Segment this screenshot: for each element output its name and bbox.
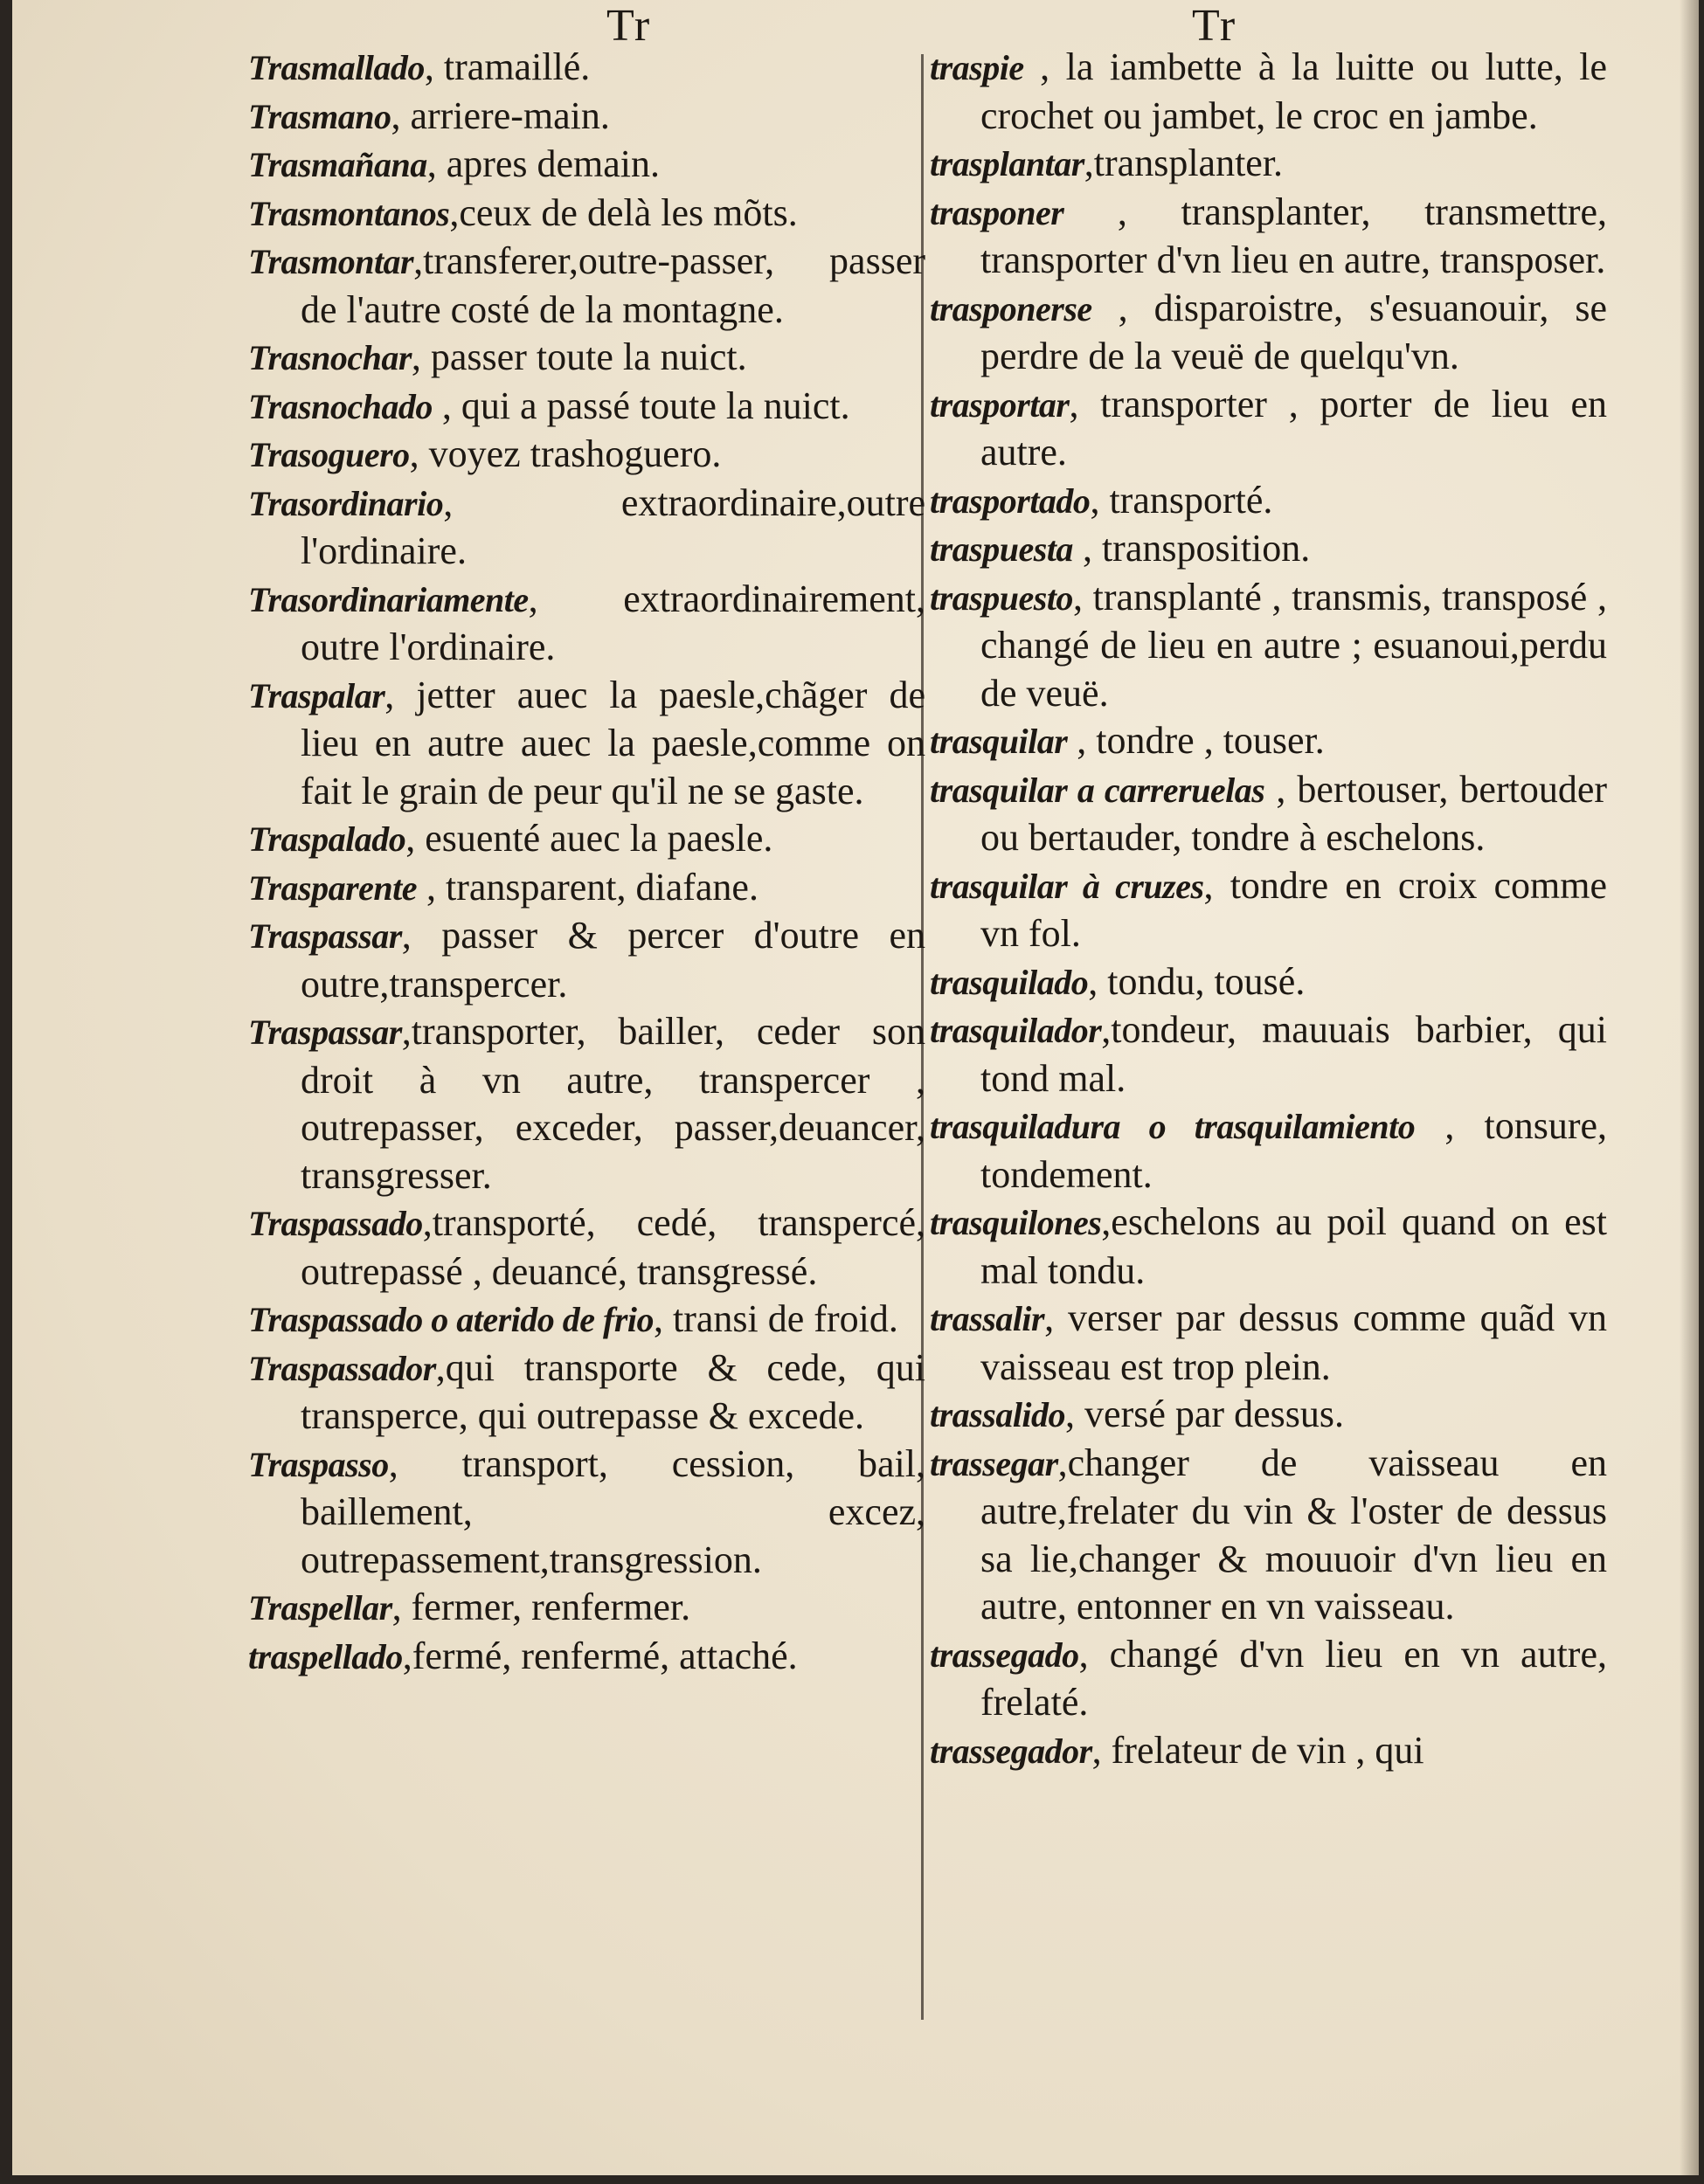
running-header-right: Tr [1192, 1, 1237, 51]
entry-definition: , arriere-main. [391, 93, 610, 137]
dictionary-entry [248, 1584, 925, 1633]
entry-definition: , apres demain. [426, 142, 661, 185]
entry-headword: traspuesto [930, 577, 1073, 618]
dictionary-entry [930, 766, 1607, 862]
page-edge-shadow [1680, 0, 1699, 2175]
entry-definition: , verser par dessus comme quãd vn vaisseau est trop plein. [980, 1296, 1607, 1388]
dictionary-entry [930, 140, 1607, 189]
entry-definition: , tondre , touser. [1067, 719, 1325, 762]
dictionary-page [12, 0, 1699, 2175]
entry-headword: Traspassador [248, 1348, 436, 1388]
entry-headword: Traspellar [248, 1588, 392, 1628]
entry-headword: trasquiladura o trasquilamiento [930, 1107, 1416, 1146]
entry-headword: trassalir [930, 1299, 1045, 1338]
dictionary-entry [248, 1441, 925, 1585]
dictionary-entry [248, 672, 925, 816]
entry-headword: trassegar [930, 1443, 1058, 1483]
entry-definition: , transi de froid. [654, 1297, 898, 1340]
entry-definition: , extraordinairement, outre l'ordinaire. [301, 577, 925, 668]
dictionary-entry [930, 1440, 1607, 1631]
dictionary-entry [248, 864, 925, 913]
entry-headword: Trasmontanos [248, 193, 450, 233]
dictionary-entry [930, 1295, 1607, 1391]
entry-definition: , transparent, diafane. [417, 865, 758, 909]
entry-definition: ,changer de vaisseau en autre,frelater du vin & l'oster de dessus sa lie,changer & mouuoir d'vn lieu en autre, entonner en vn vaisseau. [980, 1441, 1607, 1628]
dictionary-entry [248, 431, 925, 480]
right-column [930, 44, 1607, 1775]
dictionary-entry [930, 1006, 1607, 1102]
entry-definition: ,transporter, bailler, ceder son droit à vn autre, transpercer , outrepasser, exceder, passer,deuancer, transgresser. [301, 1010, 925, 1197]
entry-headword: Trasmano [248, 96, 391, 136]
entry-definition: , passer & percer d'outre en outre,transpercer. [301, 914, 925, 1006]
entry-definition: , tondre en croix comme vn fol. [980, 863, 1607, 955]
entry-headword: Traspalar [248, 675, 385, 715]
dictionary-entry [248, 1008, 925, 1199]
dictionary-entry [248, 93, 925, 142]
dictionary-entry [930, 1727, 1607, 1776]
entry-headword: Traspasso [248, 1444, 389, 1484]
entry-definition: , esuenté auec la paesle. [405, 817, 773, 860]
entry-definition: ,ceux de delà les mõts. [449, 190, 798, 234]
dictionary-entry [248, 1199, 925, 1296]
dictionary-entry [930, 477, 1607, 526]
dictionary-entry [930, 285, 1607, 381]
running-header-left: Tr [606, 1, 652, 51]
entry-headword: trasportado [930, 480, 1091, 521]
entry-headword: Trasordinario [248, 483, 444, 523]
entry-headword: Trasordinariamente [248, 579, 529, 619]
entry-definition: , bertouser, bertouder ou bertauder, tondre à eschelons. [980, 767, 1608, 859]
dictionary-entry [248, 44, 925, 93]
entry-definition: , transposition. [1072, 527, 1311, 570]
entry-definition: , transporter , porter de lieu en autre. [980, 382, 1607, 473]
entry-headword: traspie [930, 48, 1024, 87]
entry-headword: traspuesta [930, 529, 1073, 569]
entry-headword: traspellado [248, 1636, 403, 1676]
entry-definition: , transporté. [1090, 478, 1273, 522]
dictionary-entry [248, 815, 925, 864]
entry-headword: Traspassado o aterido de frio [248, 1300, 655, 1339]
dictionary-entry [930, 574, 1607, 718]
dictionary-entry [930, 1631, 1607, 1727]
entry-definition: ,transporté, cedé, transpercé, outrepassé , deuancé, transgressé. [301, 1201, 925, 1293]
entry-definition: ,fermé, renfermé, attaché. [402, 1634, 798, 1677]
entry-definition: , qui a passé toute la nuict. [432, 384, 850, 427]
dictionary-entry [248, 480, 925, 576]
dictionary-entry [930, 525, 1607, 574]
dictionary-entry [930, 189, 1607, 285]
entry-headword: trasplantar [930, 144, 1084, 183]
entry-definition: ,transplanter. [1084, 142, 1284, 184]
dictionary-entry [930, 717, 1607, 766]
entry-definition: , disparoistre, s'esuanouir, se perdre de la veuë de quelqu'vn. [980, 286, 1607, 377]
entry-definition: , transplanter, transmettre, transporter d'vn lieu en autre, transposer. [980, 190, 1607, 281]
entry-definition: , fermer, renfermer. [391, 1586, 691, 1628]
entry-headword: trassegado [930, 1635, 1079, 1675]
dictionary-entry [248, 383, 925, 432]
entry-definition: , tondu, tousé. [1088, 959, 1306, 1003]
dictionary-entry [248, 141, 925, 190]
entry-headword: Trasnochar [248, 338, 412, 377]
dictionary-entry [930, 862, 1607, 958]
entry-definition: , changé d'vn lieu en vn autre, frelaté. [980, 1632, 1607, 1724]
entry-headword: Trasnochado [248, 386, 433, 426]
entry-headword: Traspassado [248, 1204, 423, 1243]
entry-headword: trasquilar [930, 722, 1068, 761]
entry-definition: , frelateur de vin , qui [1091, 1728, 1424, 1772]
entry-headword: trasquilones [930, 1203, 1102, 1242]
dictionary-entry [248, 1633, 925, 1682]
dictionary-entry [248, 334, 925, 383]
entry-definition: , tramaillé. [424, 45, 591, 88]
entry-headword: Trasoguero [248, 435, 410, 474]
entry-headword: Trasparente [248, 867, 418, 908]
entry-headword: trasponer [930, 192, 1064, 232]
dictionary-entry [248, 1344, 925, 1441]
entry-definition: , passer toute la nuict. [411, 335, 747, 378]
entry-definition: , transplanté , transmis, transposé , changé de lieu en autre ; esuanoui,perdu de veuë. [980, 575, 1607, 715]
entry-headword: Trasmañana [248, 145, 427, 184]
dictionary-entry [248, 1296, 925, 1344]
entry-definition: ,transferer,outre-passer, passer de l'autre costé de la montagne. [301, 239, 925, 331]
entry-headword: trasponerse [930, 288, 1092, 328]
dictionary-entry [930, 44, 1607, 140]
dictionary-entry [248, 238, 925, 334]
entry-headword: trasquilar à cruzes [930, 866, 1204, 906]
entry-definition: , transport, cession, bail, baillement, excez, outrepassement,transgression. [301, 1441, 925, 1581]
entry-definition: , la iambette à la luitte ou lutte, le crochet ou jambet, le croc en jambe. [980, 45, 1607, 137]
entry-headword: trasquilar a carreruelas [930, 770, 1265, 810]
entry-definition: ,eschelons au poil quand on est mal tondu. [980, 1200, 1607, 1292]
entry-definition: , versé par dessus. [1065, 1393, 1344, 1435]
entry-definition: , jetter auec la paesle,chãger de lieu en autre auec la paesle,comme on fait le grain de peur qu'il ne se gaste. [301, 673, 925, 812]
entry-definition: ,tondeur, mauuais barbier, qui tond mal. [980, 1008, 1607, 1100]
dictionary-entry [248, 912, 925, 1008]
entry-headword: trassegador [930, 1731, 1092, 1771]
entry-headword: trasquilado [930, 962, 1089, 1002]
dictionary-entry [248, 576, 925, 672]
entry-headword: Trasmontar [248, 242, 414, 281]
dictionary-entry [930, 958, 1607, 1007]
entry-headword: Trasmallado [248, 48, 425, 87]
entry-headword: Traspassar [248, 916, 402, 956]
entry-headword: trasquilador [930, 1011, 1102, 1050]
entry-headword: Traspalado [248, 819, 406, 859]
dictionary-entry [248, 190, 925, 238]
entry-definition: ,qui transporte & cede, qui transperce, qui outrepasse & excede. [301, 1345, 925, 1437]
entry-definition: , tonsure, tondement. [980, 1104, 1607, 1196]
dictionary-entry [930, 1102, 1607, 1199]
entry-headword: trassalido [930, 1395, 1066, 1434]
entry-headword: trasportar [930, 384, 1070, 425]
entry-definition: , voyez trashoguero. [409, 432, 722, 475]
entry-definition: , extraordinaire,outre l'ordinaire. [301, 480, 925, 572]
dictionary-entry [930, 1391, 1607, 1440]
left-column [248, 44, 925, 1681]
entry-headword: Traspassar [248, 1013, 402, 1052]
dictionary-entry [930, 381, 1607, 477]
dictionary-entry [930, 1199, 1607, 1295]
